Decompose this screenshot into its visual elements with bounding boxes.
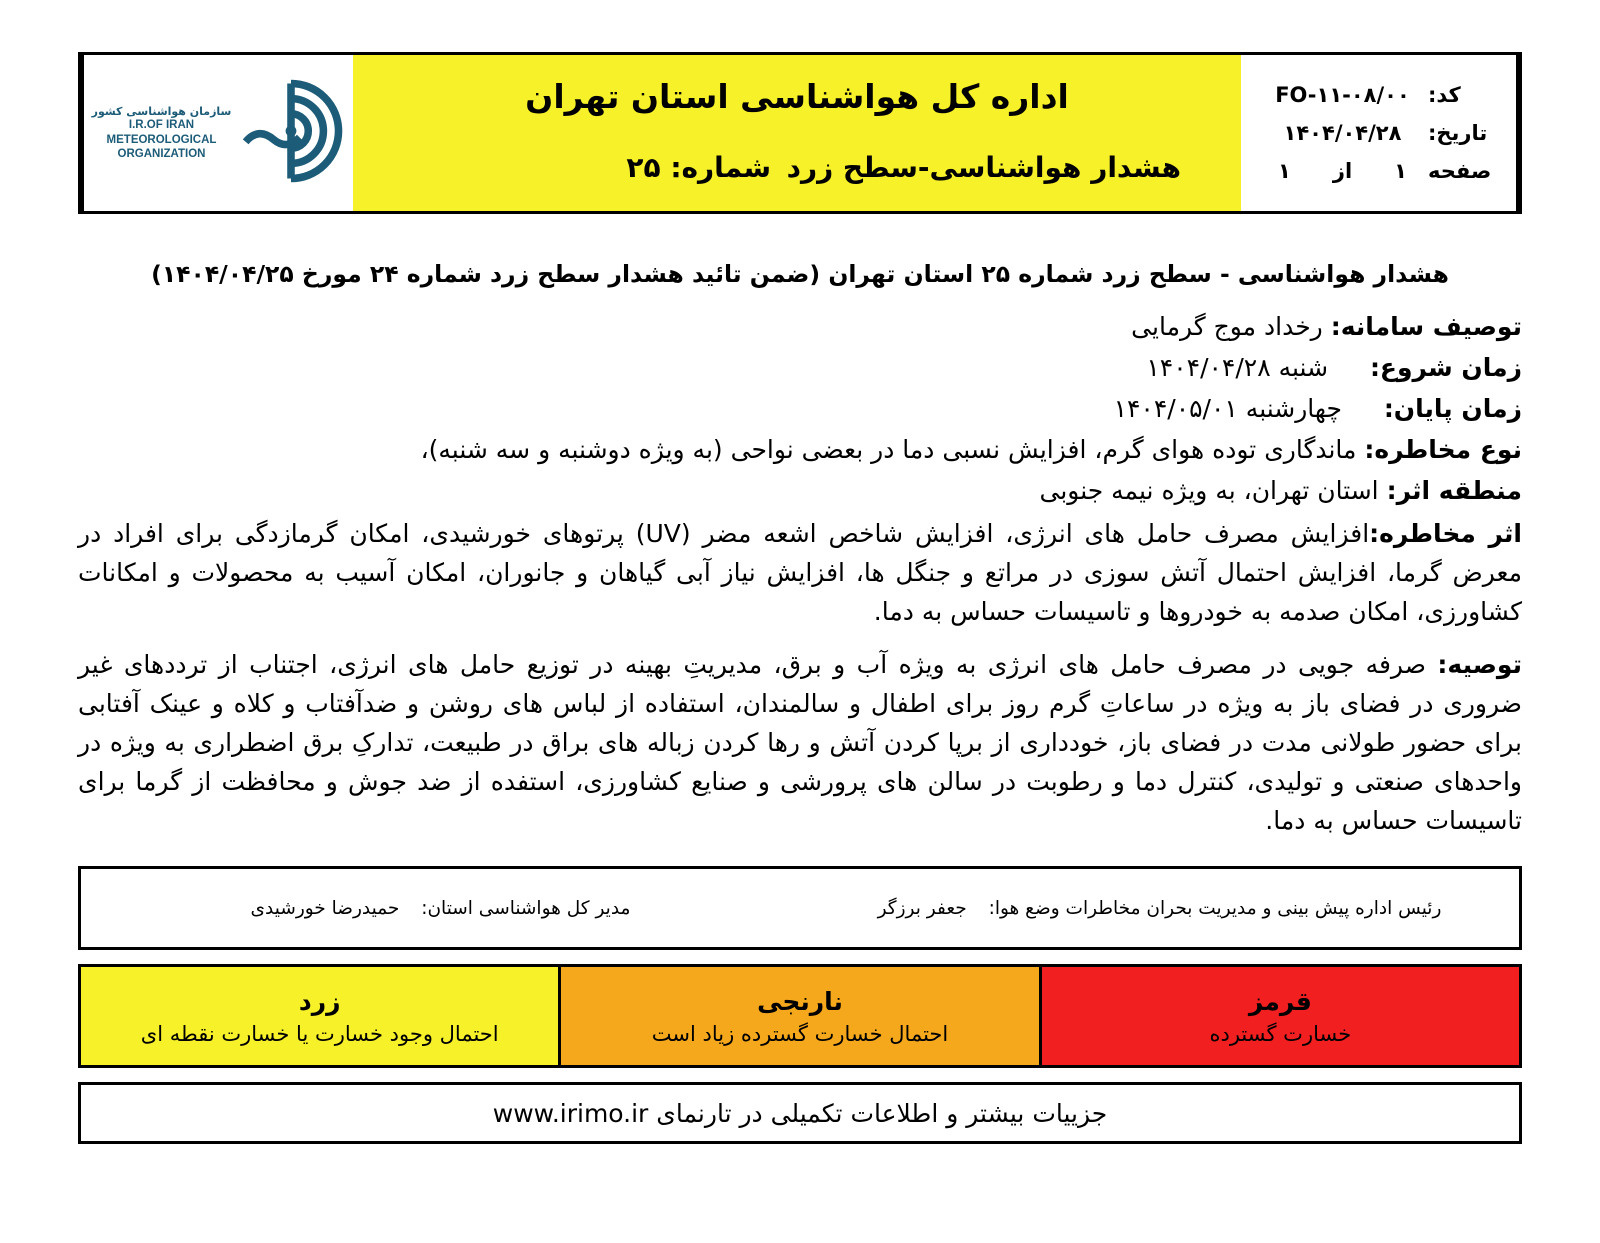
logo-line-1: I.R.OF IRAN <box>128 119 195 132</box>
hazard-impact-paragraph <box>78 514 1522 631</box>
logo-line-3: ORGANIZATION <box>117 148 206 161</box>
page-label: صفحه <box>1428 159 1492 183</box>
legend-item-orange <box>558 967 1038 1065</box>
website-url[interactable]: www.irimo.ir <box>492 1098 649 1128</box>
document-header <box>78 52 1522 214</box>
advice-label: توصیه: <box>1437 650 1522 679</box>
meta-row-date <box>1257 121 1500 145</box>
legend-item-red <box>1039 967 1519 1065</box>
signature-role: رئیس اداره پیش بینی و مدیریت بحران مخاطرات وضع هوا: <box>988 897 1442 919</box>
field-start-time <box>78 349 1522 387</box>
legend-description: خسارت گسترده <box>1209 1021 1352 1046</box>
organization-title: اداره کل هواشناسی استان تهران <box>525 77 1069 116</box>
field-label: منطقه اثر: <box>1386 476 1522 505</box>
hazard-impact-text: افزایش مصرف حامل های انرژی، افزایش شاخص اشعه مضر (UV) پرتوهای خورشیدی، امکان گرمازدگی برای افراد در معرض گرما، افزایش احتمال آتش سوزی در مراتع و جنگل ها، افزایش نیاز آبی گیاهان و جانوران، امکان آسیب به محصولات و امکانات کشاورزی، امکان صدمه به خودروها و تاسیسات حساس به دما. <box>78 519 1522 626</box>
logo-line-fa: سازمان هواشناسی کشور <box>91 104 232 118</box>
page-total: ۱ <box>1278 159 1291 183</box>
field-label: زمان شروع: <box>1369 353 1522 382</box>
field-value: رخداد موج گرمایی <box>1131 312 1323 341</box>
irimo-logo-icon <box>237 77 345 189</box>
legend-name: قرمز <box>1248 986 1312 1016</box>
signature-role: مدیر کل هواشناسی استان: <box>421 897 631 919</box>
signature-forecasting-chief <box>800 898 1519 919</box>
signature-name: حمیدرضا خورشیدی <box>250 897 400 919</box>
legend-name: زرد <box>298 986 341 1016</box>
legend-item-yellow <box>81 967 558 1065</box>
signature-director-general <box>81 898 800 919</box>
header-logo-box <box>81 55 353 211</box>
code-label: کد: <box>1428 83 1461 107</box>
field-hazard-type <box>78 431 1522 469</box>
date-label: تاریخ: <box>1428 121 1488 145</box>
field-system-description <box>78 308 1522 346</box>
field-end-time <box>78 390 1522 428</box>
legend-description: احتمال خسارت گسترده زیاد است <box>651 1021 949 1046</box>
page-of: از <box>1332 159 1353 183</box>
warning-type: هشدار هواشناسی-سطح زرد <box>786 151 1181 184</box>
footer-text: جزییات بیشتر و اطلاعات تکمیلی در تارنمای <box>656 1098 1108 1128</box>
severity-legend <box>78 964 1522 1068</box>
legend-name: نارنجی <box>757 986 843 1016</box>
field-label: توصیف سامانه: <box>1330 312 1522 341</box>
code-value: FO-۱۱-۰۸/۰۰ <box>1275 83 1410 107</box>
field-label: زمان پایان: <box>1383 394 1522 423</box>
field-value: ماندگاری توده هوای گرم، افزایش نسبی دما در بعضی نواحی (به ویژه دوشنبه و سه شنبه)، <box>420 435 1357 464</box>
legend-description: احتمال وجود خسارت یا خسارت نقطه ای <box>140 1021 499 1046</box>
signature-box <box>78 866 1522 950</box>
field-value: استان تهران، به ویژه نیمه جنوبی <box>1039 476 1379 505</box>
meta-row-code <box>1257 83 1500 107</box>
field-list <box>78 308 1522 510</box>
hazard-impact-label: اثر مخاطره: <box>1369 519 1523 548</box>
date-value: ۱۴۰۴/۰۴/۲۸ <box>1283 121 1402 145</box>
field-value: شنبه ۱۴۰۴/۰۴/۲۸ <box>1146 353 1329 382</box>
field-affected-area <box>78 472 1522 510</box>
field-label: نوع مخاطره: <box>1364 435 1522 464</box>
page-current: ۱ <box>1394 159 1407 183</box>
meta-row-page <box>1257 159 1500 183</box>
signature-name: جعفر برزگر <box>877 897 967 919</box>
header-meta-box <box>1241 55 1519 211</box>
header-title-band <box>353 55 1241 211</box>
advice-paragraph <box>78 645 1522 840</box>
document-title: هشدار هواشناسی - سطح زرد شماره ۲۵ استان تهران (ضمن تائید هشدار سطح زرد شماره ۲۴ مورخ ۱۴۰۴/۰۴/۲۵) <box>151 260 1449 288</box>
advice-text: صرفه جویی در مصرف حامل های انرژی به ویژه آب و برق، مدیریتِ بهینه در توزیع حامل های انرژی، اجتناب از ترددهای غیر ضروری در فضای باز به ویژه در ساعاتِ گرم روز برای اطفال و سالمندان، استفاده از لباس های روشن و ضدآفتاب و کلاه و عینک آفتابی برای حضور طولانی مدت در فضای باز، خودداری از برپا کردن آتش و رها کردن زباله های براق در طبیعت، تدارکِ برق اضطراری به ویژه در واحدهای صنعتی و تولیدی، کنترل دما و رطوبت در سالن های پرورشی و صنایع کشاورزی، استفده از ضد جوش و محافظت از گرما برای تاسیسات حساس به دما. <box>78 650 1522 835</box>
warning-number: شماره: ۲۵ <box>626 151 771 184</box>
logo-text <box>92 105 232 162</box>
footer-note <box>78 1082 1522 1144</box>
field-value: چهارشنبه ۱۴۰۴/۰۵/۰۱ <box>1113 394 1342 423</box>
logo-line-2: METEOROLOGICAL <box>106 133 217 146</box>
